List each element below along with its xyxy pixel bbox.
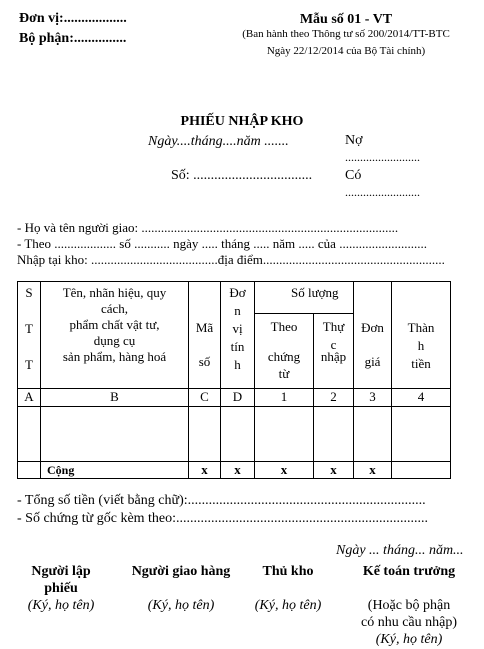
date-line: Ngày....tháng....năm ....... (148, 134, 289, 149)
header-total: Thàn h tiền (392, 282, 451, 389)
code-row: A B C D 1 2 3 4 (18, 389, 451, 407)
header-code: Mã số (189, 282, 221, 389)
signer-deliverer: Người giao hàng (Ký, họ tên) (131, 564, 231, 613)
debit-label: Nợ (345, 133, 363, 148)
header-actual-received: Thự c nhập (314, 314, 354, 389)
header-quantity: Số lượng (255, 282, 354, 314)
signer-preparer: Người lập phiếu (Ký, họ tên) (27, 564, 95, 613)
header-name: Tên, nhãn hiệu, quy cách, phẩm chất vật tư, dụng cụ sản phẩm, hàng hoá (41, 282, 189, 389)
debit-line: ......................... (345, 150, 420, 164)
issued-date: Ngày 22/12/2014 của Bộ Tài chính) (266, 45, 426, 57)
sum-row: Cộng x x x x x (18, 462, 451, 479)
header-price: Đơn giá (354, 282, 392, 389)
department-field: Bộ phận:............... (19, 31, 127, 46)
document-number: Số: .................................. (171, 168, 313, 183)
issued-by: (Ban hành theo Thông tư số 200/2014/TT-BTC (242, 28, 450, 40)
header-stt: S T T (18, 282, 41, 389)
signer-storekeeper: Thủ kho (Ký, họ tên) (254, 564, 322, 613)
deliverer-line: - Họ và tên người giao: ............................................................................... (17, 220, 399, 235)
table-row (18, 407, 451, 462)
form-number: Mẫu số 01 - VT (299, 12, 393, 27)
attached-documents: - Số chứng từ gốc kèm theo:........................................................................ (17, 511, 429, 526)
goods-table (17, 281, 451, 479)
reference-line: - Theo ................... số ........... ngày ..... tháng ..... năm ..... của ........................... (17, 236, 427, 251)
total-in-words: - Tổng số tiền (viết bằng chữ):.................................................................... (17, 493, 426, 508)
signature-date: Ngày ... tháng... năm... (336, 543, 464, 558)
warehouse-line: Nhập tại kho: .......................................địa điểm........................................................ (17, 252, 445, 267)
credit-line: ......................... (345, 185, 420, 199)
signer-chief-accountant: Kế toán trưởng (Hoặc bộ phận có nhu cầu nhập) (Ký, họ tên) (360, 564, 458, 647)
unit-field: Đơn vị:.................. (19, 11, 127, 26)
credit-label: Có (345, 168, 362, 183)
document-title: PHIẾU NHẬP KHO (180, 114, 304, 129)
header-unit: Đơ n vị tín h (221, 282, 255, 389)
header-per-document: Theo chứng từ (255, 314, 314, 389)
